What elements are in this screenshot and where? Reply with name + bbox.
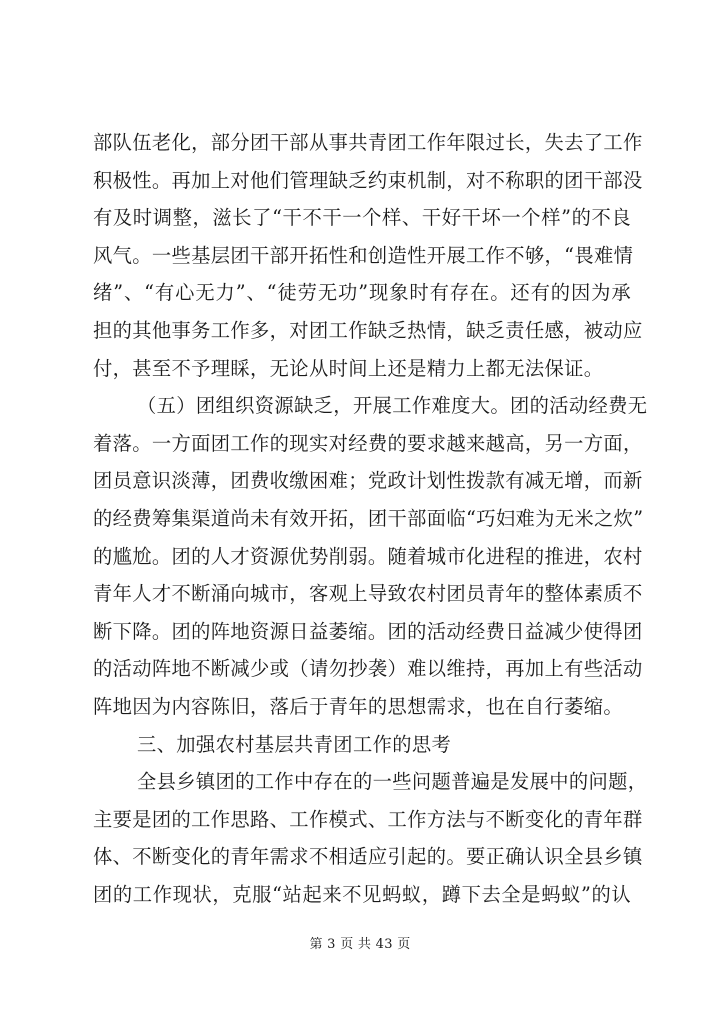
text-line: 团的工作现状，克服“站起来不见蚂蚁，蹲下去全是蚂蚁”的认	[93, 882, 631, 906]
text-line: 体、不断变化的青年需求不相适应引起的。要正确认识全县乡镇	[93, 845, 643, 869]
text-line: 部队伍老化，部分团干部从事共青团工作年限过长，失去了工作	[93, 131, 643, 154]
text-line: 担的其他事务工作多，对团工作缺乏热情，缺乏责任感，被动应	[93, 318, 643, 342]
text-line: 付，甚至不予理睬，无论从时间上还是精力上都无法保证。	[93, 356, 604, 380]
text-line: 团员意识淡薄，团费收缴困难；党政计划性拨款有减无增，而新	[93, 469, 643, 493]
section-heading: 三、加强农村基层共青团工作的思考	[137, 732, 452, 756]
text-line: 有及时调整，滋长了“干不干一个样、干好干坏一个样”的不良	[93, 206, 631, 230]
text-line: 全县乡镇团的工作中存在的一些问题普遍是发展中的问题，	[137, 770, 648, 794]
text-line: 主要是团的工作思路、工作模式、工作方法与不断变化的青年群	[93, 807, 643, 831]
text-line: 阵地因为内容陈旧，落后于青年的思想需求，也在自行萎缩。	[93, 694, 624, 718]
page-footer: 第 3 页 共 43 页	[309, 937, 411, 952]
body-text	[93, 124, 648, 913]
text-line: 青年人才不断涌向城市，客观上导致农村团员青年的整体素质不	[93, 582, 643, 606]
text-line: 的尴尬。团的人才资源优势削弱。随着城市化进程的推进，农村	[93, 544, 643, 568]
text-line: 绪”、“有心无力”、“徒劳无功”现象时有存在。还有的因为承	[93, 281, 631, 305]
text-line: 风气。一些基层团干部开拓性和创造性开展工作不够，“畏难情	[93, 243, 634, 267]
text-line: 断下降。团的阵地资源日益萎缩。团的活动经费日益减少使得团	[93, 619, 643, 643]
text-line: 的经费筹集渠道尚未有效开拓，团干部面临“巧妇难为无米之炊”	[93, 506, 644, 530]
text-line: 积极性。再加上对他们管理缺乏约束机制，对不称职的团干部没	[93, 168, 643, 192]
text-line: 着落。一方面团工作的现实对经费的要求越来越高，另一方面，	[93, 431, 643, 455]
text-line: 的活动阵地不断减少或（请勿抄袭）难以维持，再加上有些活动	[93, 657, 643, 681]
section-heading-line: （五）团组织资源缺乏，开展工作难度大。团的活动经费无	[137, 394, 648, 418]
